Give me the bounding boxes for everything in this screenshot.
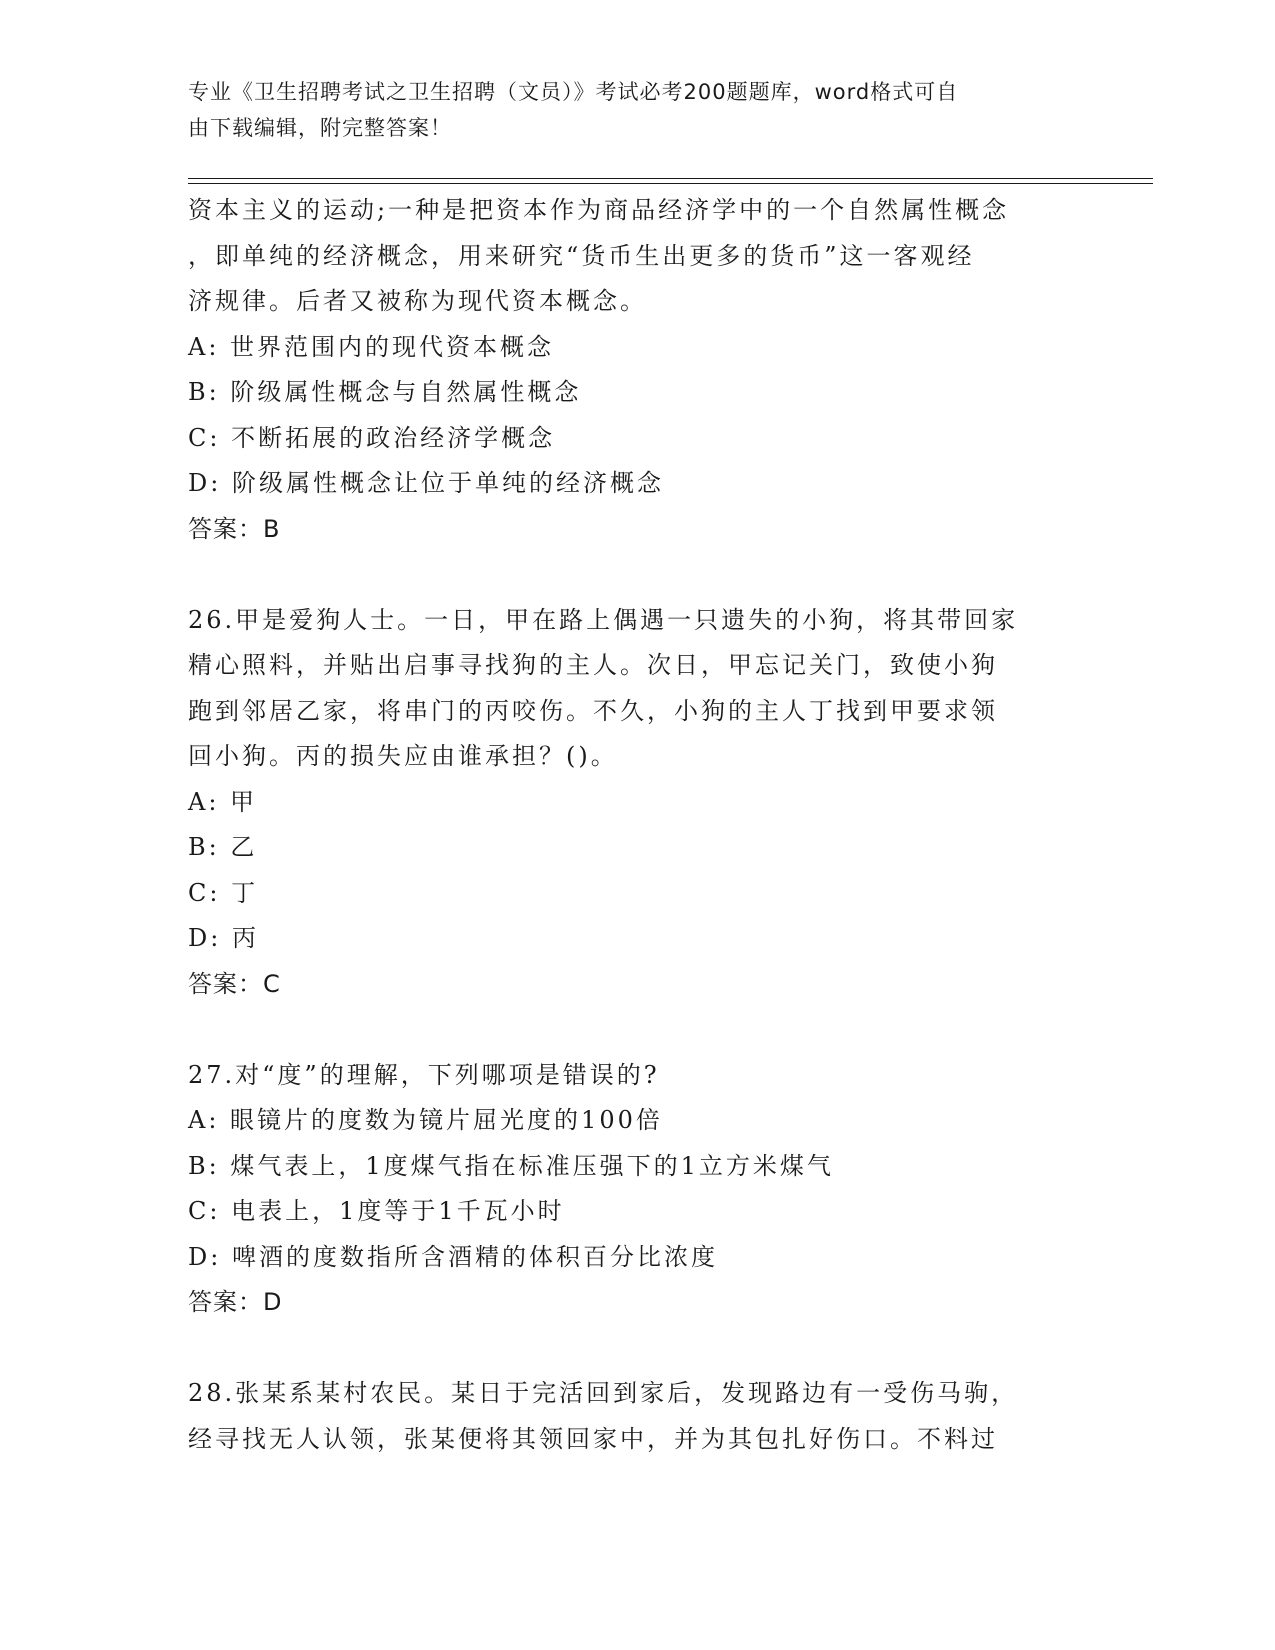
document-header — [188, 74, 1068, 146]
option-d: D: 啤酒的度数指所含酒精的体积百分比浓度 — [188, 1242, 718, 1271]
question-content — [188, 188, 1088, 1462]
answer-label: 答案：B — [188, 514, 281, 543]
question-text-line: 26.甲是爱狗人士。一日，甲在路上偶遇一只遗失的小狗，将其带回家 — [188, 605, 1019, 634]
question-text-line: 27.对“度”的理解，下列哪项是错误的? — [188, 1060, 660, 1089]
question-spacer — [188, 1007, 1088, 1053]
question-text-line: 精心照料，并贴出启事寻找狗的主人。次日，甲忘记关门，致使小狗 — [188, 651, 998, 679]
question-28 — [188, 1371, 1088, 1462]
header-divider-bottom — [188, 183, 1153, 184]
option-b: B: 阶级属性概念与自然属性概念 — [188, 378, 582, 406]
question-text-line: 28.张某系某村农民。某日于完活回到家后，发现路边有一受伤马驹， — [188, 1379, 1019, 1407]
header-line-1: 专业《卫生招聘考试之卫生招聘（文员）》考试必考200题题库，word格式可自 — [188, 80, 959, 104]
option-c: C: 电表上，1度等于1千瓦小时 — [188, 1197, 565, 1225]
question-text-line: 跑到邻居乙家，将串门的丙咬伤。不久，小狗的主人丁找到甲要求领 — [188, 696, 998, 725]
question-text-line: 回小狗。丙的损失应由谁承担？()。 — [188, 742, 618, 770]
option-b: B: 煤气表上，1度煤气指在标准压强下的1立方米煤气 — [188, 1151, 834, 1180]
option-b: B: 乙 — [188, 833, 258, 861]
option-a: A: 世界范围内的现代资本概念 — [188, 332, 555, 361]
question-text-line: 济规律。后者又被称为现代资本概念。 — [188, 287, 647, 315]
option-a: A: 甲 — [188, 787, 258, 816]
question-spacer — [188, 552, 1088, 598]
question-text-line: ，即单纯的经济概念，用来研究“货币生出更多的货币”这一客观经 — [188, 241, 975, 270]
question-continuation — [188, 188, 1088, 552]
question-26 — [188, 598, 1088, 1008]
question-text-line: 经寻找无人认领，张某便将其领回家中，并为其包扎好伤口。不料过 — [188, 1424, 998, 1453]
option-d: D: 丙 — [188, 924, 259, 952]
answer-label: 答案：D — [188, 1288, 283, 1316]
question-spacer — [188, 1326, 1088, 1372]
question-27 — [188, 1053, 1088, 1326]
question-text-line: 资本主义的运动;一种是把资本作为商品经济学中的一个自然属性概念 — [188, 196, 1010, 224]
answer-label: 答案：C — [188, 969, 281, 998]
header-divider-top — [188, 178, 1153, 179]
option-c: C: 丁 — [188, 878, 259, 907]
header-line-2: 由下载编辑，附完整答案！ — [188, 116, 452, 140]
option-c: C: 不断拓展的政治经济学概念 — [188, 423, 556, 452]
option-a: A: 眼镜片的度数为镜片屈光度的100倍 — [188, 1106, 663, 1134]
option-d: D: 阶级属性概念让位于单纯的经济概念 — [188, 469, 664, 497]
